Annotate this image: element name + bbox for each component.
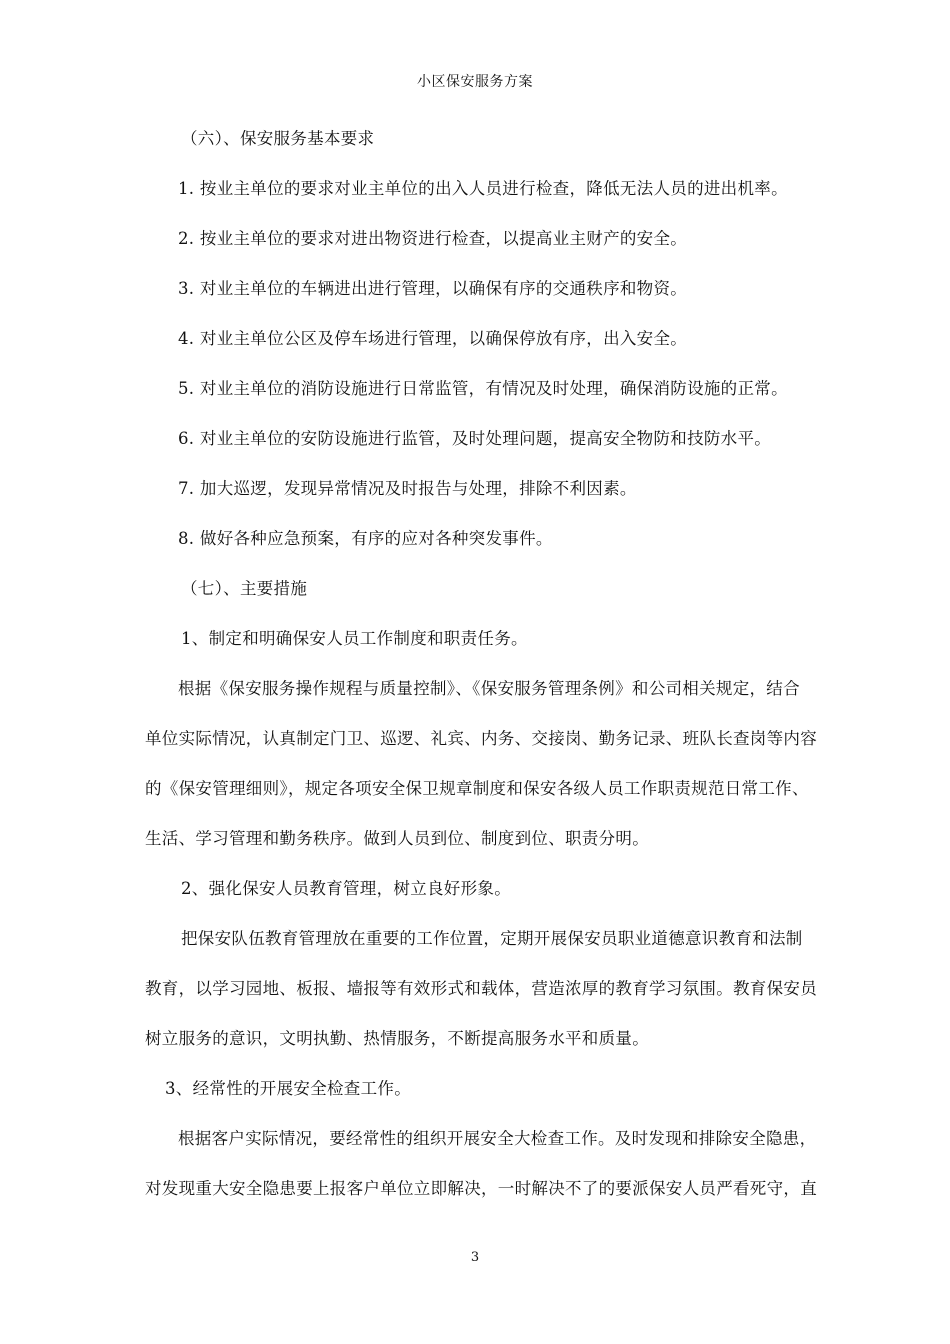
paragraph-line: 单位实际情况，认真制定门卫、巡逻、礼宾、内务、交接岗、勤务记录、班队长查岗等内容 bbox=[145, 729, 817, 748]
list-item: 6. 对业主单位的安防设施进行监管，及时处理问题，提高安全物防和技防水平。 bbox=[178, 429, 772, 448]
paragraph-line: 教育，以学习园地、板报、墙报等有效形式和载体，营造浓厚的教育学习氛围。教育保安员 bbox=[145, 979, 817, 998]
paragraph-line: 根据《保安服务操作规程与质量控制》、《保安服务管理条例》和公司相关规定，结合 bbox=[178, 679, 800, 698]
list-item: 7. 加大巡逻，发现异常情况及时报告与处理，排除不利因素。 bbox=[178, 479, 637, 498]
page-header: 小区保安服务方案 bbox=[417, 74, 533, 90]
paragraph-line: 的《保安管理细则》，规定各项安全保卫规章制度和保安各级人员工作职责规范日常工作、 bbox=[145, 779, 809, 798]
measure-title: 3、经常性的开展安全检查工作。 bbox=[165, 1079, 411, 1098]
list-item: 4. 对业主单位公区及停车场进行管理，以确保停放有序，出入安全。 bbox=[178, 329, 688, 348]
list-item: 3. 对业主单位的车辆进出进行管理，以确保有序的交通秩序和物资。 bbox=[178, 279, 688, 298]
paragraph-line: 把保安队伍教育管理放在重要的工作位置，定期开展保安员职业道德意识教育和法制 bbox=[181, 929, 803, 948]
section-heading: （六）、保安服务基本要求 bbox=[181, 129, 375, 148]
paragraph-line: 根据客户实际情况，要经常性的组织开展安全大检查工作。及时发现和排除安全隐患， bbox=[178, 1129, 817, 1148]
list-item: 1. 按业主单位的要求对业主单位的出入人员进行检查，降低无法人员的进出机率。 bbox=[178, 179, 788, 198]
measure-title: 1、制定和明确保安人员工作制度和职责任务。 bbox=[181, 629, 528, 648]
page-number: 3 bbox=[470, 1250, 480, 1265]
paragraph-line: 生活、学习管理和勤务秩序。做到人员到位、制度到位、职责分明。 bbox=[145, 829, 649, 848]
list-item: 8. 做好各种应急预案，有序的应对各种突发事件。 bbox=[178, 529, 553, 548]
paragraph-line: 对发现重大安全隐患要上报客户单位立即解决，一时解决不了的要派保安人员严看死守，直 bbox=[145, 1179, 817, 1198]
paragraph-line: 树立服务的意识，文明执勤、热情服务，不断提高服务水平和质量。 bbox=[145, 1029, 649, 1048]
list-item: 5. 对业主单位的消防设施进行日常监管，有情况及时处理，确保消防设施的正常。 bbox=[178, 379, 788, 398]
section-heading: （七）、主要措施 bbox=[181, 579, 308, 598]
list-item: 2. 按业主单位的要求对进出物资进行检查，以提高业主财产的安全。 bbox=[178, 229, 688, 248]
measure-title: 2、强化保安人员教育管理，树立良好形象。 bbox=[181, 879, 511, 898]
